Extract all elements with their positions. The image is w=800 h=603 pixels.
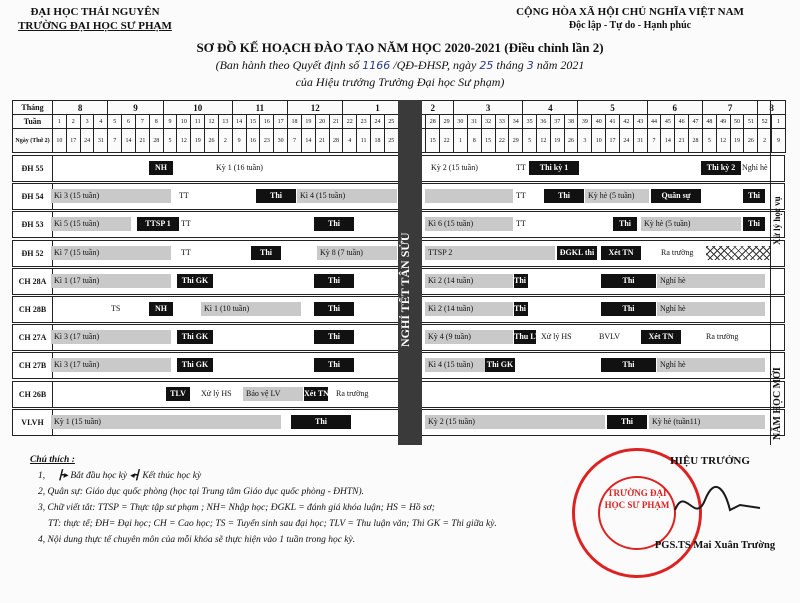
date-cell: 24: [619, 129, 633, 153]
decision-day: 25: [479, 59, 494, 72]
term-bar: Kì 3 (17 tuần): [51, 330, 171, 344]
week-cell: 43: [633, 115, 647, 129]
week-cell: 17: [274, 115, 288, 129]
end-arrow-icon: ◂┫: [129, 471, 140, 481]
exam-block: Thi GK: [177, 330, 213, 344]
month-cell: 8: [53, 101, 108, 115]
week-cell: 12: [205, 115, 219, 129]
program-name: VLVH: [13, 410, 53, 435]
date-cell: 14: [661, 129, 675, 153]
month-label: Tháng: [13, 101, 53, 115]
date-cell: 22: [440, 129, 454, 153]
date-cell: 1: [454, 129, 468, 153]
date-cell: 9: [772, 129, 786, 153]
week-cell: 18: [288, 115, 302, 129]
week-cell: 39: [578, 115, 592, 129]
date-cell: 29: [509, 129, 523, 153]
week-cell: 23: [357, 115, 371, 129]
schedule-label: Xử lý HS: [541, 332, 572, 342]
term-bar: Bảo vệ LV: [243, 387, 303, 401]
stamp-text: TRƯỜNG ĐẠI HỌC SƯ PHẠM: [604, 488, 670, 510]
term-bar: Kì 5 (15 tuần): [51, 217, 131, 231]
program-name: ĐH 53: [13, 212, 53, 237]
date-cell: 5: [163, 129, 177, 153]
term-bar: Kỳ 4 (9 tuần): [425, 330, 513, 344]
exam-block: Xét TN: [641, 330, 681, 344]
country-name: CỘNG HÒA XÃ HỘI CHỦ NGHĨA VIỆT NAM: [516, 6, 744, 18]
exam-block: Thi: [314, 217, 354, 231]
schedule-label: TT: [179, 191, 189, 201]
week-cell: 6: [122, 115, 136, 129]
date-cell: 14: [122, 129, 136, 153]
date-cell: 7: [647, 129, 661, 153]
exam-block: NH: [149, 302, 173, 316]
week-cell: 16: [260, 115, 274, 129]
term-bar: Nghỉ hè: [657, 274, 765, 288]
note-2: 2, Quân sự: Giáo dục quốc phòng (học tại Trung tâm Giáo dục quốc phòng - ĐHTN).: [38, 487, 365, 497]
program-name: ĐH 54: [13, 184, 53, 209]
decision-text-c: tháng: [496, 58, 524, 72]
date-cell: 10: [592, 129, 606, 153]
schedule-label: BVLV: [599, 332, 621, 342]
program-name: CH 26B: [13, 382, 53, 407]
date-cell: 8: [467, 129, 481, 153]
week-cell: 1: [53, 115, 67, 129]
date-cell: 12: [716, 129, 730, 153]
exam-block: Thi: [601, 358, 656, 372]
week-cell: 19: [301, 115, 315, 129]
schedule-label: TS: [111, 304, 121, 313]
week-cell: 13: [218, 115, 232, 129]
week-cell: 24: [371, 115, 385, 129]
exam-block: Thi GK: [177, 358, 213, 372]
date-cell: 19: [730, 129, 744, 153]
exam-block: Thi: [601, 274, 656, 288]
start-arrow-icon: ┣▸: [57, 471, 68, 481]
exam-block: Xét TN: [304, 387, 328, 401]
week-cell: 37: [550, 115, 564, 129]
date-cell: 4: [343, 129, 357, 153]
term-bar: Kì 1 (10 tuần): [201, 302, 301, 316]
week-cell: 22: [343, 115, 357, 129]
week-cell: 3: [80, 115, 94, 129]
week-cell: 49: [716, 115, 730, 129]
date-cell: 17: [606, 129, 620, 153]
week-cell: 1: [772, 115, 786, 129]
date-cell: 28: [149, 129, 163, 153]
date-cell: 7: [108, 129, 122, 153]
date-cell: 2: [758, 129, 772, 153]
exam-block: Thi GK: [177, 274, 213, 288]
exam-block: Thi: [544, 189, 584, 203]
date-cell: 31: [94, 129, 108, 153]
week-cell: 21: [329, 115, 343, 129]
exam-block: Thi: [314, 274, 354, 288]
term-bar: Kì 4 (15 tuần): [297, 189, 397, 203]
schedule-label: TT: [516, 219, 526, 229]
date-cell: 5: [702, 129, 716, 153]
date-cell: 26: [744, 129, 758, 153]
date-cell: 22: [495, 129, 509, 153]
signatory-name: PGS.TS Mai Xuân Trường: [654, 540, 776, 551]
week-cell: 33: [495, 115, 509, 129]
note-1-start: Bắt đầu học kỳ: [70, 471, 128, 481]
date-cell: 31: [633, 129, 647, 153]
exam-block: Thi: [743, 189, 765, 203]
term-bar: Kì 4 (15 tuần): [425, 358, 485, 372]
school-name: TRƯỜNG ĐẠI HỌC SƯ PHẠM: [18, 20, 172, 32]
schedule-label: TT: [181, 219, 191, 229]
month-cell: 8: [758, 101, 786, 115]
date-cell: 10: [53, 129, 67, 153]
new-school-year-label: NĂM HỌC MỚI: [772, 367, 783, 440]
term-bar: Kỳ hè (5 tuần): [641, 217, 741, 231]
date-cell: 21: [135, 129, 149, 153]
date-cell: 25: [384, 129, 398, 153]
exam-block: Thi: [256, 189, 296, 203]
schedule-label: Xử lý HS: [201, 388, 232, 398]
month-cell: 9: [108, 101, 163, 115]
date-cell: 26: [564, 129, 578, 153]
date-cell: 5: [523, 129, 537, 153]
date-cell: 12: [536, 129, 550, 153]
week-cell: 45: [661, 115, 675, 129]
exam-block: Thi GK: [514, 274, 528, 288]
note-1-number: 1,: [38, 471, 46, 481]
week-cell: 41: [606, 115, 620, 129]
term-bar: Kì 1 (17 tuần): [51, 274, 171, 288]
week-cell: 28: [426, 115, 440, 129]
date-cell: 23: [260, 129, 274, 153]
tet-holiday-label: NGHỈ TẾT TÂN SỬU: [398, 232, 412, 348]
notes-heading: Chú thích :: [30, 455, 75, 465]
month-cell: 3: [454, 101, 523, 115]
date-cell: 19: [191, 129, 205, 153]
date-cell: 2: [218, 129, 232, 153]
date-cell: 11: [357, 129, 371, 153]
term-bar: Kỳ 2 (15 tuần): [425, 415, 605, 429]
exam-block: Thi: [613, 217, 637, 231]
term-bar: Kỳ 1 (15 tuần): [51, 415, 281, 429]
date-cell: 15: [481, 129, 495, 153]
week-cell: 5: [108, 115, 122, 129]
exam-block: Thi: [601, 302, 656, 316]
date-cell: 18: [371, 129, 385, 153]
term-bar: Nghỉ hè: [657, 302, 765, 316]
issuer-line: của Hiệu trưởng Trường Đại học Sư phạm): [295, 75, 505, 89]
date-cell: 21: [675, 129, 689, 153]
term-bar: Kỳ 8 (7 tuần): [317, 246, 397, 260]
note-1-end: Kết thúc học kỳ: [142, 471, 202, 481]
program-name: ĐH 55: [13, 156, 53, 181]
schedule-label: TT: [516, 163, 526, 172]
week-cell: 40: [592, 115, 606, 129]
month-cell: 1: [343, 101, 412, 115]
date-cell: 15: [426, 129, 440, 153]
signature-mark: [670, 480, 770, 530]
program-name: CH 27B: [13, 353, 53, 378]
term-bar: [425, 189, 513, 203]
term-bar: Kì 2 (14 tuần): [425, 274, 513, 288]
schedule-label: Ra trường: [336, 388, 369, 398]
week-label: Tuần: [13, 115, 53, 129]
week-cell: 10: [177, 115, 191, 129]
date-cell: 17: [66, 129, 80, 153]
decision-number: 1166: [362, 59, 391, 72]
exam-block: Thi: [314, 302, 354, 316]
exam-block: ĐGKL thi: [557, 246, 597, 260]
week-cell: 32: [481, 115, 495, 129]
month-cell: 7: [702, 101, 757, 115]
exam-block: Quân sự: [651, 189, 701, 203]
term-bar: Nghỉ hè: [657, 358, 765, 372]
exam-block: Thi GK: [514, 302, 528, 316]
date-cell: 28: [329, 129, 343, 153]
date-cell: 3: [578, 129, 592, 153]
term-bar: Kì 3 (15 tuần): [51, 189, 171, 203]
schedule-label: TT: [181, 247, 191, 257]
week-cell: 46: [675, 115, 689, 129]
month-cell: 4: [523, 101, 578, 115]
note-4: 4, Nội dung thực tế chuyên môn của mỗi khóa sẽ thực hiện vào 1 tuần trong học kỳ.: [38, 535, 356, 545]
academic-processing-label: Xử lý học vụ: [772, 196, 782, 245]
university-name: ĐẠI HỌC THÁI NGUYÊN: [30, 6, 160, 18]
week-cell: 42: [619, 115, 633, 129]
decision-line: [150, 58, 650, 73]
month-cell: 5: [578, 101, 647, 115]
term-bar: Kì 2 (14 tuần): [425, 302, 513, 316]
term-bar: Kỳ hè (tuần11): [649, 415, 765, 429]
week-cell: 2: [66, 115, 80, 129]
date-cell: 7: [288, 129, 302, 153]
week-cell: 38: [564, 115, 578, 129]
date-cell: 12: [177, 129, 191, 153]
week-cell: 34: [509, 115, 523, 129]
week-cell: 15: [246, 115, 260, 129]
date-cell: 16: [246, 129, 260, 153]
exam-block: Thi: [291, 415, 351, 429]
month-cell: 12: [288, 101, 343, 115]
exam-block: TLV: [166, 387, 190, 401]
signatory-role: HIỆU TRƯỞNG: [670, 455, 750, 467]
exam-block: Thi: [314, 358, 354, 372]
exam-block: Thi: [743, 217, 765, 231]
month-cell: 2: [412, 101, 453, 115]
week-cell: 7: [135, 115, 149, 129]
month-cell: 10: [163, 101, 232, 115]
week-cell: 29: [440, 115, 454, 129]
date-cell: 28: [689, 129, 703, 153]
week-cell: 48: [702, 115, 716, 129]
motto: Độc lập - Tự do - Hạnh phúc: [568, 20, 692, 31]
date-cell: 24: [80, 129, 94, 153]
week-cell: 51: [744, 115, 758, 129]
decision-month: 3: [526, 59, 534, 72]
week-cell: 30: [454, 115, 468, 129]
month-cell: 11: [232, 101, 287, 115]
week-cell: 50: [730, 115, 744, 129]
term-bar: Kỳ hè (5 tuần): [585, 189, 649, 203]
exam-block: Xét TN: [601, 246, 641, 260]
date-cell: 30: [274, 129, 288, 153]
notes-section: [30, 452, 497, 548]
term-bar: Kì 7 (15 tuần): [51, 246, 171, 260]
week-cell: 11: [191, 115, 205, 129]
date-cell: 19: [550, 129, 564, 153]
note-3-continued: TT: thực tế; ĐH= Đại học; CH = Cao học; TS = Tuyển sinh sau đại học; TLV = Thu luận văn; Thi GK = Thi giữa kỳ.: [48, 519, 497, 529]
week-cell: 44: [647, 115, 661, 129]
term-bar: Kì 3 (17 tuần): [51, 358, 171, 372]
schedule-label: Ra trường: [706, 332, 739, 342]
exam-block: Thi kỳ 1: [529, 161, 579, 175]
week-cell: 25: [384, 115, 398, 129]
exam-block: Thi GK: [485, 358, 515, 372]
term-bar: TTSP 2: [425, 246, 555, 260]
decision-text-d: năm 2021: [536, 58, 585, 72]
note-1: [30, 468, 497, 484]
week-cell: 20: [315, 115, 329, 129]
week-cell: 36: [536, 115, 550, 129]
program-name: CH 28B: [13, 297, 53, 322]
week-cell: 14: [232, 115, 246, 129]
schedule-label: Ra trường: [661, 247, 694, 257]
date-cell: 14: [301, 129, 315, 153]
decision-text-b: /QĐ-ĐHSP, ngày: [393, 58, 477, 72]
week-cell: 4: [94, 115, 108, 129]
exam-block: Thi: [314, 330, 354, 344]
document-title: SƠ ĐỒ KẾ HOẠCH ĐÀO TẠO NĂM HỌC 2020-2021 (Điều chỉnh lần 2): [196, 40, 604, 55]
crosshatch-block: [706, 246, 771, 260]
exam-block: Thi: [251, 246, 281, 260]
week-cell: 8: [149, 115, 163, 129]
date-cell: 9: [232, 129, 246, 153]
week-cell: 47: [689, 115, 703, 129]
schedule-label: Kỳ 2 (15 tuần): [431, 163, 478, 172]
schedule-label: TT: [516, 191, 526, 201]
date-cell: 26: [205, 129, 219, 153]
program-name: CH 27A: [13, 325, 53, 350]
term-bar: Kì 6 (15 tuần): [425, 217, 513, 231]
exam-block: Thi: [607, 415, 647, 429]
date-cell: 21: [315, 129, 329, 153]
week-cell: 9: [163, 115, 177, 129]
schedule-label: Kỳ 1 (16 tuần): [216, 163, 263, 172]
week-cell: 52: [758, 115, 772, 129]
note-3: 3, Chữ viết tắt: TTSP = Thực tập sư phạm ; NH= Nhập học; ĐGKL = đánh giá khóa luận; HS = Hồ sơ;: [38, 503, 435, 513]
week-cell: 35: [523, 115, 537, 129]
exam-block: NH: [149, 161, 173, 175]
week-cell: 31: [467, 115, 481, 129]
exam-block: Thu LV: [514, 330, 536, 344]
date-label: Ngày (Thứ 2): [13, 129, 53, 153]
program-name: CH 28A: [13, 269, 53, 294]
schedule-label: Nghỉ hè: [742, 163, 768, 172]
decision-text-a: (Ban hành theo Quyết định số: [215, 58, 360, 72]
exam-block: TTSP 1: [137, 217, 179, 231]
program-name: ĐH 52: [13, 241, 53, 266]
month-cell: 6: [647, 101, 702, 115]
exam-block: Thi kỳ 2: [701, 161, 741, 175]
